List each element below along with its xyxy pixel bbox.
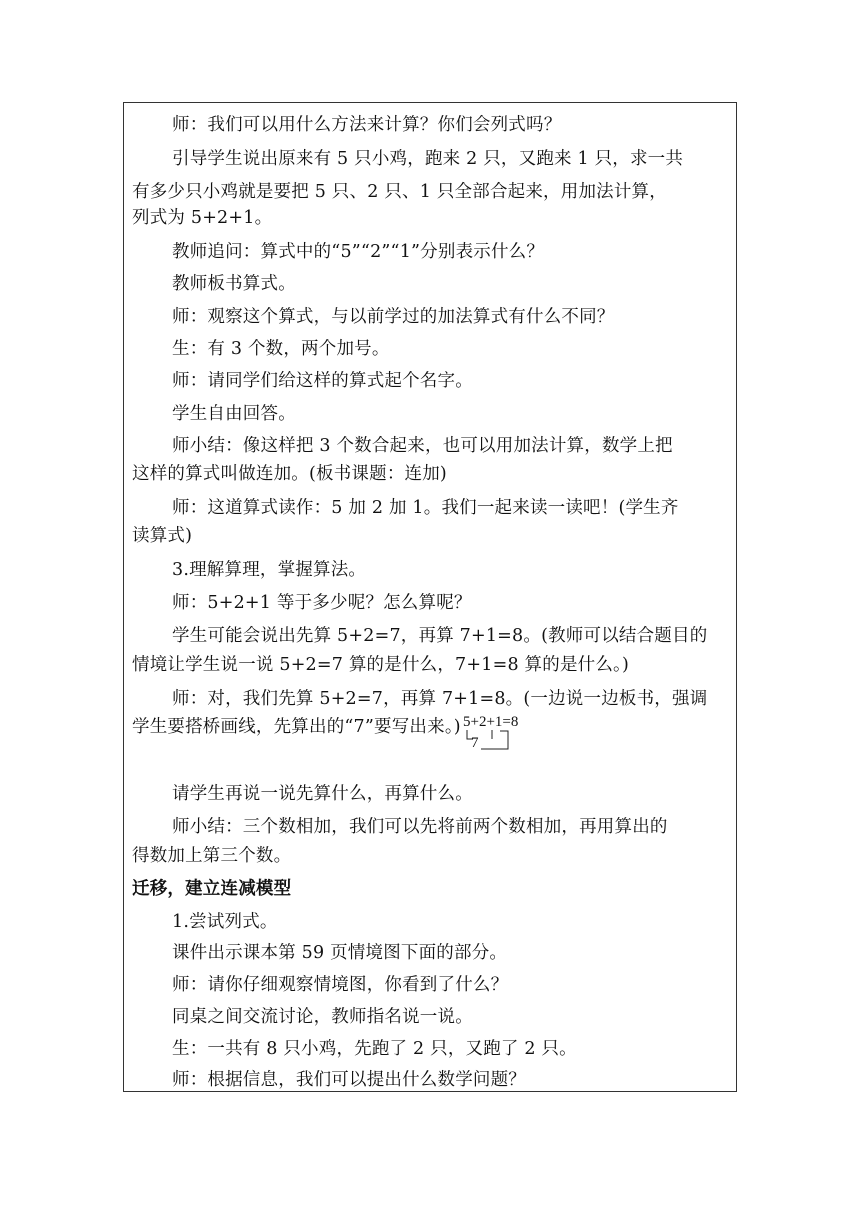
text-line: 1.尝试列式。 bbox=[172, 912, 278, 932]
bridge-lines bbox=[463, 713, 543, 757]
text-line: 师小结：三个数相加，我们可以先将前两个数相加，再用算出的 bbox=[172, 817, 668, 837]
text-line: 学生要搭桥画线，先算出的“7”要写出来。) bbox=[132, 717, 461, 737]
text-line: 师：我们可以用什么方法来计算？你们会列式吗？ bbox=[172, 115, 562, 135]
text-line: 师：观察这个算式，与以前学过的加法算式有什么不同？ bbox=[172, 307, 615, 327]
text-line: 师：根据信息，我们可以提出什么数学问题？ bbox=[172, 1070, 526, 1090]
bridge-calculation-diagram bbox=[463, 713, 543, 757]
text-line: 情境让学生说一说 5+2=7 算的是什么，7+1=8 算的是什么。) bbox=[132, 655, 630, 675]
text-line: 生：一共有 8 只小鸡，先跑了 2 只，又跑了 2 只。 bbox=[172, 1039, 577, 1059]
text-line: 学生自由回答。 bbox=[172, 404, 296, 424]
text-line: 得数加上第三个数。 bbox=[132, 846, 292, 866]
section-heading: 迁移，建立连减模型 bbox=[132, 879, 292, 899]
text-line: 生：有 3 个数，两个加号。 bbox=[172, 339, 390, 359]
text-line: 学生可能会说出先算 5+2=7，再算 7+1=8。(教师可以结合题目的 bbox=[172, 626, 708, 646]
text-line: 师：5+2+1 等于多少呢？怎么算呢？ bbox=[172, 593, 472, 613]
text-line: 读算式) bbox=[132, 526, 193, 546]
text-line: 引导学生说出原来有 5 只小鸡，跑来 2 只，又跑来 1 只，求一共 bbox=[172, 149, 684, 169]
text-line: 教师追问：算式中的“5”“2”“1”分别表示什么？ bbox=[172, 242, 545, 262]
text-line: 课件出示课本第 59 页情境图下面的部分。 bbox=[172, 943, 508, 963]
text-line: 列式为 5+2+1。 bbox=[132, 208, 273, 228]
text-line: 师：对，我们先算 5+2=7，再算 7+1=8。(一边说一边板书，强调 bbox=[172, 689, 708, 709]
text-line: 这样的算式叫做连加。(板书课题：连加) bbox=[132, 464, 447, 484]
text-line: 同桌之间交流讨论，教师指名说一说。 bbox=[172, 1007, 473, 1027]
text-line: 教师板书算式。 bbox=[172, 274, 296, 294]
text-line: 请学生再说一说先算什么，再算什么。 bbox=[172, 784, 473, 804]
text-line: 师：这道算式读作：5 加 2 加 1。我们一起来读一读吧！(学生齐 bbox=[172, 498, 679, 518]
bridge-intermediate-result: 7 bbox=[471, 735, 479, 751]
text-line: 师小结：像这样把 3 个数合起来，也可以用加法计算，数学上把 bbox=[172, 436, 673, 456]
text-line: 有多少只小鸡就是要把 5 只、2 只、1 只全部合起来，用加法计算， bbox=[132, 182, 667, 202]
text-line: 师：请同学们给这样的算式起个名字。 bbox=[172, 371, 473, 391]
text-line: 3.理解算理，掌握算法。 bbox=[172, 560, 367, 580]
bridge-expression: 5+2+1=8 bbox=[463, 714, 519, 730]
text-line: 师：请你仔细观察情境图，你看到了什么？ bbox=[172, 975, 509, 995]
